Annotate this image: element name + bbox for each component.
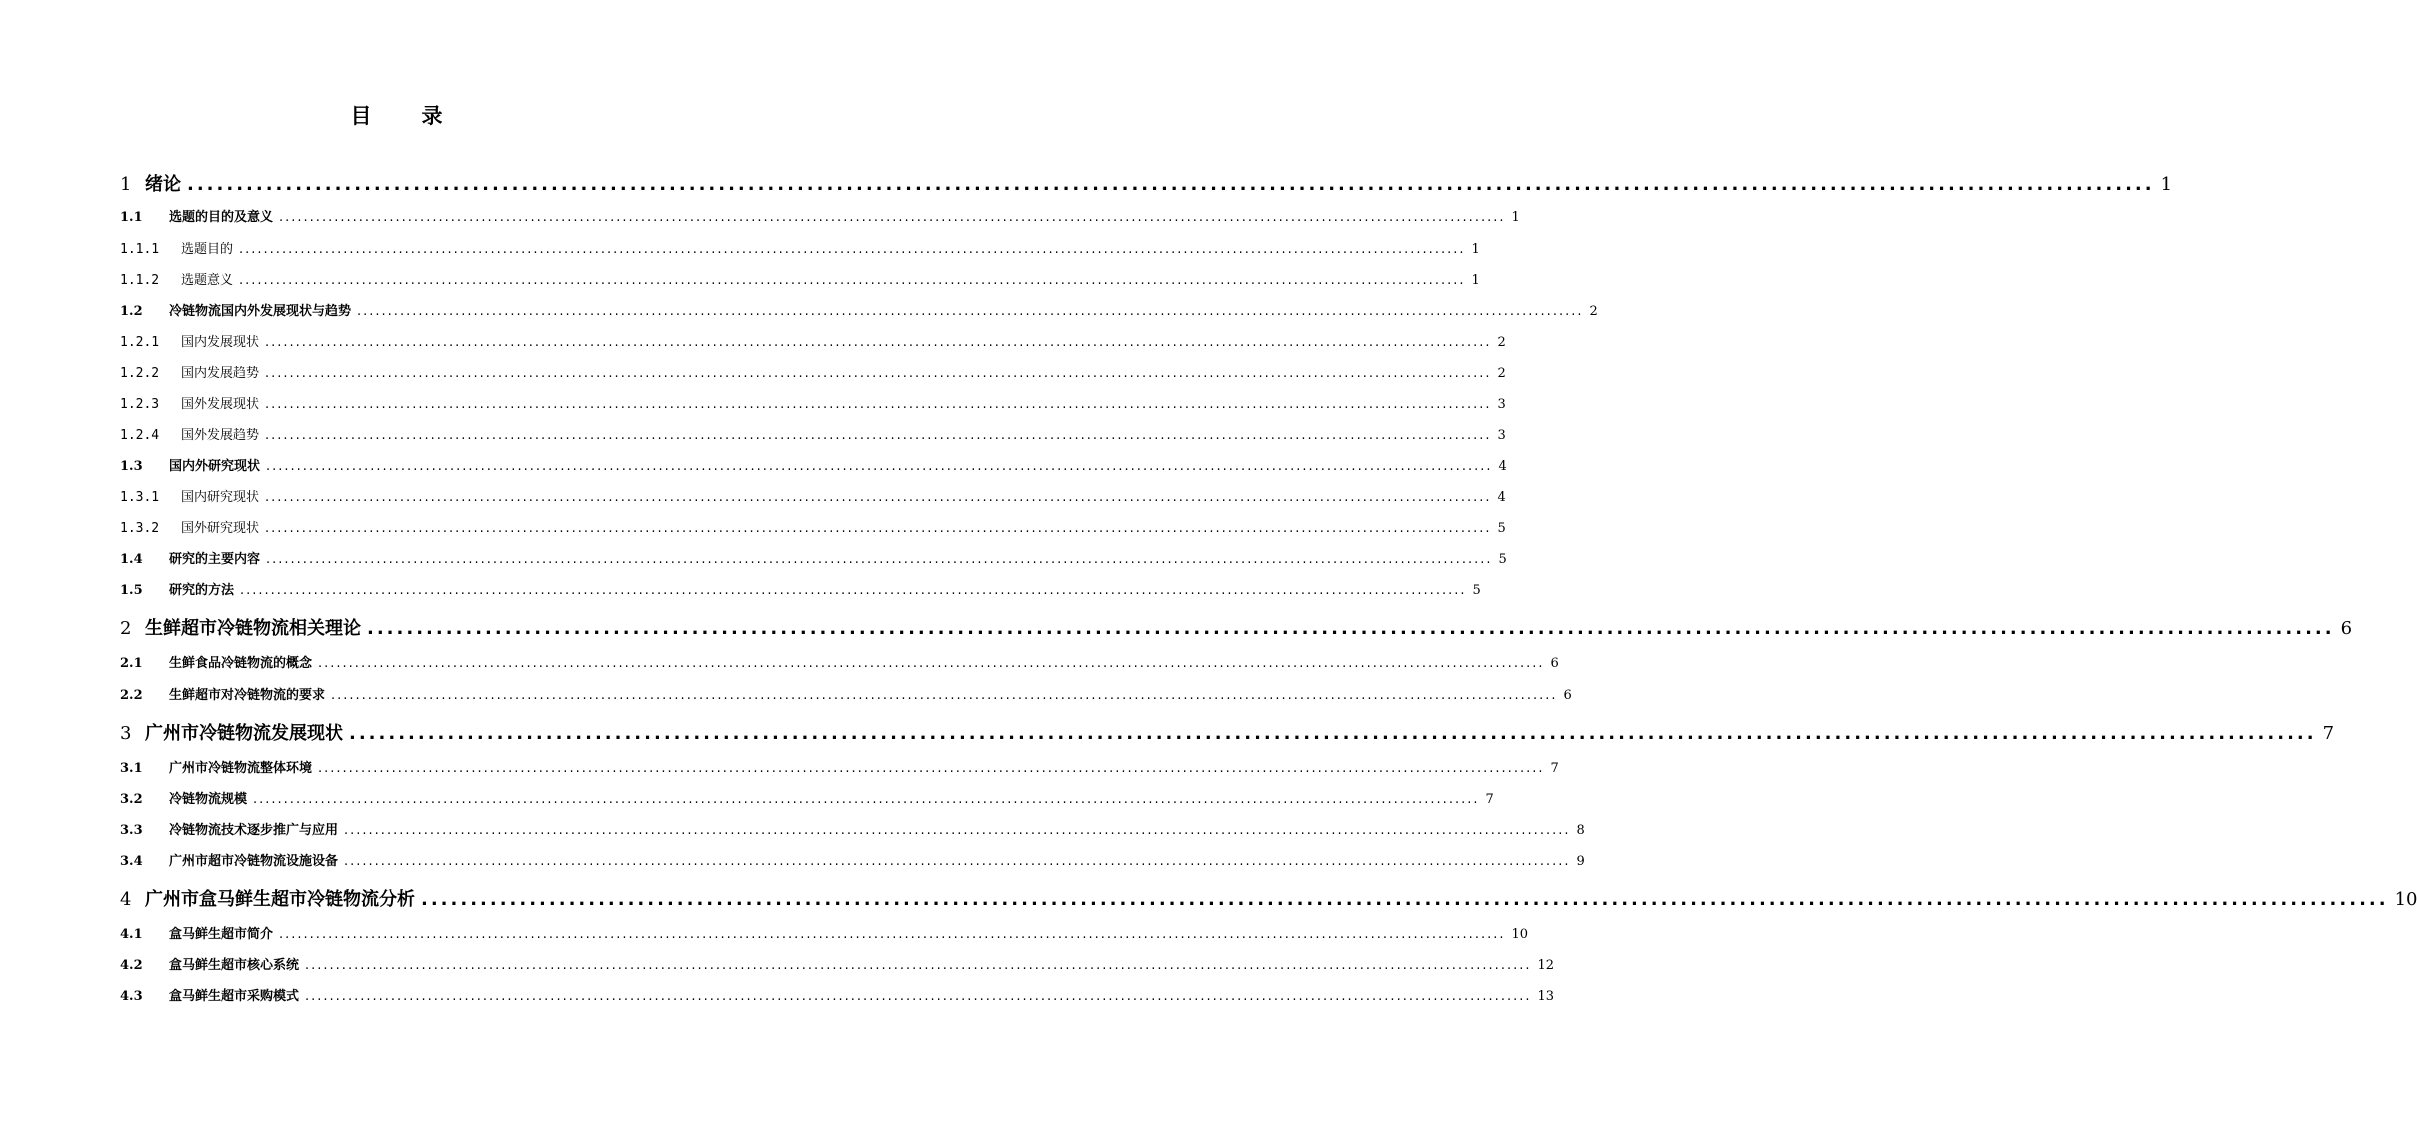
toc-entry-title: 广州市超市冷链物流设施设备: [169, 854, 339, 869]
toc-entry-number: 3.1: [120, 761, 143, 776]
toc-entry-page-number: 9: [1576, 854, 1585, 869]
toc-leader-dots: ........................................................................................................................................................................................................: [265, 366, 1492, 381]
toc-entry-title: 选题目的: [181, 242, 234, 257]
toc-leader-dots: ........................................................................................................................................................................................................: [265, 428, 1492, 443]
toc-entry[interactable]: [120, 757, 1559, 776]
toc-entry[interactable]: [120, 455, 1507, 474]
toc-entry-title: 冷链物流国内外发展现状与趋势: [169, 304, 352, 319]
toc-entry-page-number: 6: [1563, 688, 1572, 703]
toc-leader-dots: ........................................................................................................................................................................................................: [266, 552, 1493, 567]
toc-entry-title: 国内外研究现状: [169, 459, 261, 474]
toc-leader-dots: ........................................................................................................................................................................................................: [318, 656, 1545, 671]
toc-entry-title: 生鲜超市冷链物流相关理论: [145, 618, 361, 639]
toc-entry-title: 广州市冷链物流发展现状: [145, 723, 343, 744]
toc-entry-page-number: 4: [1497, 490, 1506, 505]
toc-entry-page-number: 13: [1537, 989, 1555, 1004]
toc-entry[interactable]: [120, 424, 1506, 443]
toc-entry-page-number: 2: [1497, 366, 1506, 381]
toc-entry[interactable]: [120, 954, 1555, 973]
toc-entry[interactable]: [120, 170, 2173, 196]
toc-entry[interactable]: [120, 269, 1480, 288]
toc-entry-title: 国外发展趋势: [181, 428, 260, 443]
toc-entry-title: 国外发展现状: [181, 397, 260, 412]
toc-entry-number: 1.1.2: [120, 273, 160, 288]
toc-entry-number: 4.3: [120, 989, 143, 1004]
toc-leader-dots: ........................................................................................................................................................................................................: [331, 688, 1558, 703]
toc-leader-dots: ........................................................................................................................................................................................................: [239, 242, 1466, 257]
toc-entry[interactable]: [120, 579, 1481, 598]
toc-entry-number: 2.2: [120, 688, 143, 703]
toc-entry-title: 盒马鲜生超市简介: [169, 927, 274, 942]
toc-entry-page-number: 10: [1511, 927, 1529, 942]
toc-leader-dots: ........................................................................................................................................................................................................: [344, 854, 1571, 869]
toc-entry-title: 选题的目的及意义: [169, 210, 274, 225]
toc-entry[interactable]: [120, 300, 1598, 319]
toc-leader-dots: ........................................................................................................................................................................................................: [253, 792, 1480, 807]
toc-entry-number: 2.1: [120, 656, 143, 671]
toc-entry-page-number: 2: [1589, 304, 1598, 319]
toc-entry[interactable]: [120, 819, 1585, 838]
toc-entry-title: 冷链物流规模: [169, 792, 248, 807]
toc-entry-page-number: 3: [1497, 397, 1506, 412]
toc-entry[interactable]: [120, 850, 1585, 869]
toc-entry-page-number: 1: [2160, 174, 2173, 195]
toc-entry-title: 国外研究现状: [181, 521, 260, 536]
toc-entry-number: 3: [120, 723, 132, 744]
toc-entry[interactable]: [120, 719, 2335, 745]
toc-entry[interactable]: [120, 985, 1555, 1004]
toc-entry[interactable]: [120, 885, 2417, 911]
toc-entry[interactable]: [120, 652, 1559, 671]
toc-entry-title: 研究的方法: [169, 583, 235, 598]
toc-entry-number: 1.3.1: [120, 490, 160, 505]
toc-entry-page-number: 6: [2340, 618, 2353, 639]
toc-leader-dots: ........................................................................................................................................................................................................: [265, 397, 1492, 412]
toc-leader-dots: ........................................................................................................................................................................................................: [265, 335, 1492, 350]
toc-leader-dots: ........................................................................................................................................................................................................: [266, 459, 1493, 474]
toc-entry-page-number: 7: [1550, 761, 1559, 776]
toc-entry-number: 1.2: [120, 304, 143, 319]
toc-leader-dots: ........................................................................................................................................................................................................: [344, 823, 1571, 838]
toc-entry-number: 1.3.2: [120, 521, 160, 536]
toc-entry-title: 广州市盒马鲜生超市冷链物流分析: [145, 889, 415, 910]
toc-entry-title: 绪论: [145, 174, 181, 195]
toc-entry-number: 1.1: [120, 210, 143, 225]
toc-entry-page-number: 1: [1471, 273, 1480, 288]
toc-leader-dots: ........................................................................................................................................................................................................: [305, 958, 1532, 973]
toc-entry-number: 1.2.1: [120, 335, 160, 350]
toc-entry-number: 1: [120, 174, 132, 195]
toc-entry-page-number: 2: [1497, 335, 1506, 350]
toc-entry-page-number: 4: [1498, 459, 1507, 474]
toc-leader-dots: ........................................................................................................................................................................................................: [367, 618, 2335, 639]
toc-entry[interactable]: [120, 393, 1506, 412]
toc-entry-title: 国内研究现状: [181, 490, 260, 505]
toc-entry-title: 国内发展趋势: [181, 366, 260, 381]
toc-entry[interactable]: [120, 684, 1572, 703]
toc-entry-number: 4.2: [120, 958, 143, 973]
toc-entry-title: 广州市冷链物流整体环境: [169, 761, 313, 776]
toc-leader-dots: ........................................................................................................................................................................................................: [318, 761, 1545, 776]
toc-entry-page-number: 1: [1471, 242, 1480, 257]
toc-leader-dots: ........................................................................................................................................................................................................: [279, 210, 1506, 225]
toc-leader-dots: ........................................................................................................................................................................................................: [240, 583, 1467, 598]
toc-entry-title: 生鲜食品冷链物流的概念: [169, 656, 313, 671]
toc-entry[interactable]: [120, 238, 1480, 257]
toc-entry-number: 4.1: [120, 927, 143, 942]
toc-entry-page-number: 1: [1511, 210, 1520, 225]
toc-entry-page-number: 8: [1576, 823, 1585, 838]
toc-entry-title: 盒马鲜生超市核心系统: [169, 958, 300, 973]
toc-entry-number: 1.4: [120, 552, 143, 567]
toc-entry-number: 4: [120, 889, 132, 910]
toc-leader-dots: ........................................................................................................................................................................................................: [421, 889, 2389, 910]
toc-entry-page-number: 7: [2322, 723, 2335, 744]
toc-leader-dots: ........................................................................................................................................................................................................: [265, 521, 1492, 536]
toc-leader-dots: ........................................................................................................................................................................................................: [279, 927, 1506, 942]
toc-entry-title: 冷链物流技术逐步推广与应用: [169, 823, 339, 838]
toc-entry[interactable]: [120, 548, 1507, 567]
title-char-2: 录: [421, 104, 443, 128]
toc-entry[interactable]: [120, 517, 1506, 536]
title-char-1: 目: [350, 104, 372, 128]
toc-entry-number: 2: [120, 618, 132, 639]
toc-entry[interactable]: [120, 486, 1506, 505]
toc-entry-page-number: 5: [1497, 521, 1506, 536]
toc-entry-title: 盒马鲜生超市采购模式: [169, 989, 300, 1004]
toc-entry-page-number: 7: [1485, 792, 1494, 807]
toc-entry-page-number: 6: [1550, 656, 1559, 671]
toc-entry[interactable]: [120, 331, 1506, 350]
toc-entry-number: 3.2: [120, 792, 143, 807]
page-title: [0, 100, 793, 130]
toc-entry-title: 研究的主要内容: [169, 552, 261, 567]
toc-entry-title: 生鲜超市对冷链物流的要求: [169, 688, 326, 703]
toc-entry[interactable]: [120, 206, 1520, 225]
toc-entry-number: 1.2.3: [120, 397, 160, 412]
toc-entry-number: 1.1.1: [120, 242, 160, 257]
toc-leader-dots: ........................................................................................................................................................................................................: [305, 989, 1532, 1004]
toc-leader-dots: ........................................................................................................................................................................................................: [357, 304, 1584, 319]
toc-entry-title: 国内发展现状: [181, 335, 260, 350]
toc-entry-page-number: 12: [1537, 958, 1555, 973]
toc-entry-number: 3.3: [120, 823, 143, 838]
toc-leader-dots: ........................................................................................................................................................................................................: [239, 273, 1466, 288]
toc-entry[interactable]: [120, 362, 1506, 381]
toc-leader-dots: ........................................................................................................................................................................................................: [349, 723, 2317, 744]
toc-entry-number: 1.2.2: [120, 366, 160, 381]
toc-entry[interactable]: [120, 614, 2353, 640]
toc-entry-number: 1.3: [120, 459, 143, 474]
toc-entry-page-number: 5: [1472, 583, 1481, 598]
toc-entry-page-number: 10: [2394, 889, 2417, 910]
toc-leader-dots: ........................................................................................................................................................................................................: [265, 490, 1492, 505]
toc-entry-title: 选题意义: [181, 273, 234, 288]
toc-entry-page-number: 5: [1498, 552, 1507, 567]
toc-entry[interactable]: [120, 788, 1494, 807]
toc-entry-number: 3.4: [120, 854, 143, 869]
toc-entry-page-number: 3: [1497, 428, 1506, 443]
toc-entry-number: 1.2.4: [120, 428, 160, 443]
toc-entry[interactable]: [120, 923, 1529, 942]
toc-entry-number: 1.5: [120, 583, 143, 598]
toc-leader-dots: ........................................................................................................................................................................................................: [187, 174, 2155, 195]
